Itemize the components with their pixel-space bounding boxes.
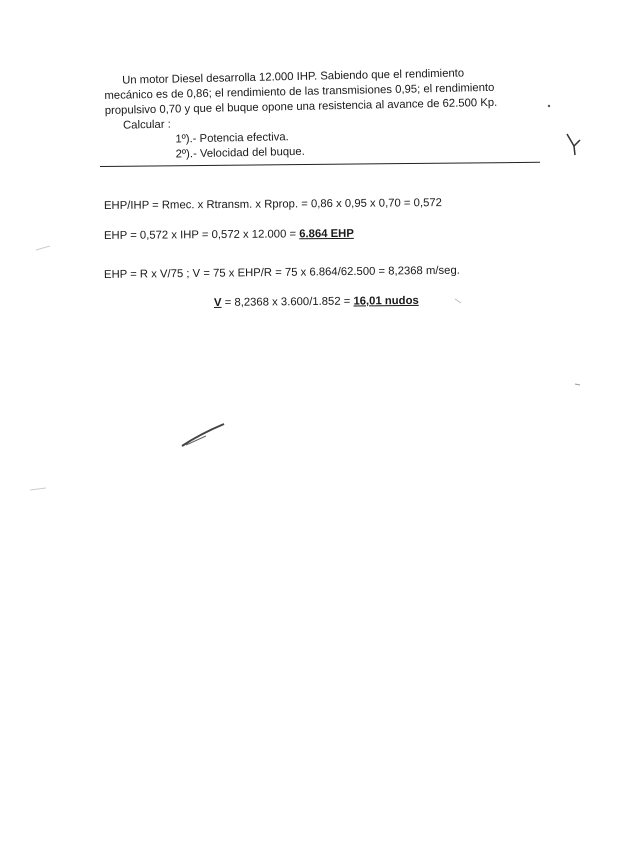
equation-ehp-text: EHP = 0,572 x IHP = 0,572 x 12.000 = bbox=[103, 228, 300, 242]
problem-line-1: Un motor Diesel desarrolla 12.000 IHP. Sabiendo que el rendimiento bbox=[122, 67, 465, 87]
velocity-symbol: V bbox=[213, 296, 222, 309]
equation-velocity: EHP = R x V/75 ; V = 75 x EHP/R = 75 x 6.864/62.500 = 8,2368 m/seg. bbox=[103, 264, 460, 281]
problem-line-2: mecánico es de 0,86; el rendimiento de las transmisiones 0,95; el rendimiento bbox=[104, 81, 495, 102]
knots-result: 16,01 nudos bbox=[353, 294, 419, 308]
faint-mark bbox=[36, 246, 50, 250]
question-2: 2º).- Velocidad del buque. bbox=[175, 145, 305, 161]
question-1: 1º).- Potencia efectiva. bbox=[175, 131, 289, 146]
speck bbox=[548, 105, 550, 107]
pen-stroke bbox=[182, 424, 224, 446]
faint-mark bbox=[30, 488, 46, 490]
equation-efficiency: EHP/IHP = Rmec. x Rtransm. x Rprop. = 0,86 x 0,95 x 0,70 = 0,572 bbox=[103, 197, 442, 212]
calculate-label: Calcular : bbox=[122, 118, 171, 132]
problem-line-3: propulsivo 0,70 y que el buque opone una resistencia al avance de 62.500 Kp. bbox=[104, 96, 498, 117]
faint-mark bbox=[575, 384, 580, 385]
corner-mark bbox=[567, 134, 580, 155]
ehp-result: 6.864 EHP bbox=[299, 227, 354, 241]
faint-mark bbox=[455, 299, 461, 303]
equation-knots-text: = 8,2368 x 3.600/1.852 = bbox=[221, 295, 354, 309]
